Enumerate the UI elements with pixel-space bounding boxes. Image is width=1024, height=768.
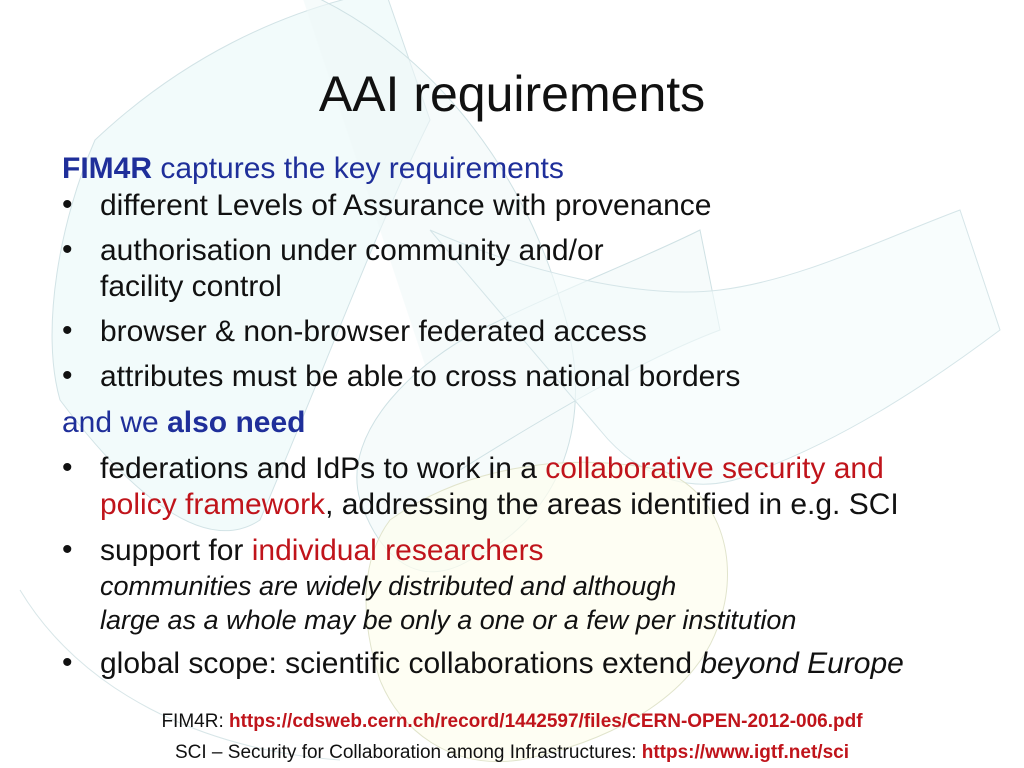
bullet-text: authorisation under community and/or [100, 234, 604, 267]
federations-rest: , addressing the areas identified in e.g. SCI [325, 488, 899, 521]
intro-rest: captures the key requirements [152, 152, 564, 185]
also-lead: and we [62, 406, 168, 439]
bullet-marker: • [62, 533, 73, 566]
bullet-marker: • [62, 646, 73, 679]
footer-fim4r-label: FIM4R: [161, 711, 229, 732]
bullet-text: attributes must be able to cross national borders [100, 360, 741, 393]
bullet-marker: • [62, 188, 73, 221]
footer-sci-label: SCI – Security for Collaboration among Infrastructures: [174, 742, 642, 763]
footer [0, 706, 1024, 768]
federations-highlight-continued: policy framework [100, 488, 326, 521]
federations-text: federations and IdPs to work in a [100, 452, 546, 485]
bullet-marker: • [62, 359, 73, 392]
list-item [62, 646, 1012, 682]
support-text: support for [100, 534, 252, 567]
support-subtext-2: large as a whole may be only a one or a few per institution [100, 605, 797, 635]
also-need-line [62, 404, 1012, 442]
list-item [62, 359, 1012, 395]
intro-line [62, 150, 1012, 188]
bullet-text [100, 451, 1012, 487]
bullet-text [100, 533, 1012, 569]
bullet-text [100, 646, 1012, 682]
bullet-marker: • [62, 233, 73, 266]
bullet-marker: • [62, 451, 73, 484]
federations-highlight: collaborative security and [545, 452, 884, 485]
bullet-text: browser & non-browser federated access [100, 315, 647, 348]
fim4r-label: FIM4R [62, 152, 152, 185]
list-item [62, 533, 1012, 637]
support-subtext-1: communities are widely distributed and although [100, 571, 677, 601]
bullet-text-continued: facility control [100, 270, 282, 303]
slide-title: AAI requirements [318, 66, 706, 122]
fim4r-link[interactable]: https://cdsweb.cern.ch/record/1442597/files/CERN-OPEN-2012-006.pdf [229, 711, 863, 732]
slide-body [62, 150, 1012, 682]
list-item [62, 188, 1012, 224]
also-need-bold: also need [167, 406, 306, 439]
support-highlight: individual researchers [251, 534, 544, 567]
global-text: global scope: scientific collaborations extend [100, 647, 701, 680]
footer-fim4r-line [0, 706, 1024, 737]
list-item [62, 314, 1012, 350]
bullet-text: different Levels of Assurance with provenance [100, 189, 712, 222]
list-item [62, 451, 1012, 523]
list-item [62, 233, 1012, 305]
global-italic: beyond Europe [700, 647, 904, 680]
bullet-marker: • [62, 314, 73, 347]
footer-sci-line [0, 737, 1024, 768]
sci-link[interactable]: https://www.igtf.net/sci [641, 742, 849, 763]
bullet-text-continued [100, 487, 1012, 523]
